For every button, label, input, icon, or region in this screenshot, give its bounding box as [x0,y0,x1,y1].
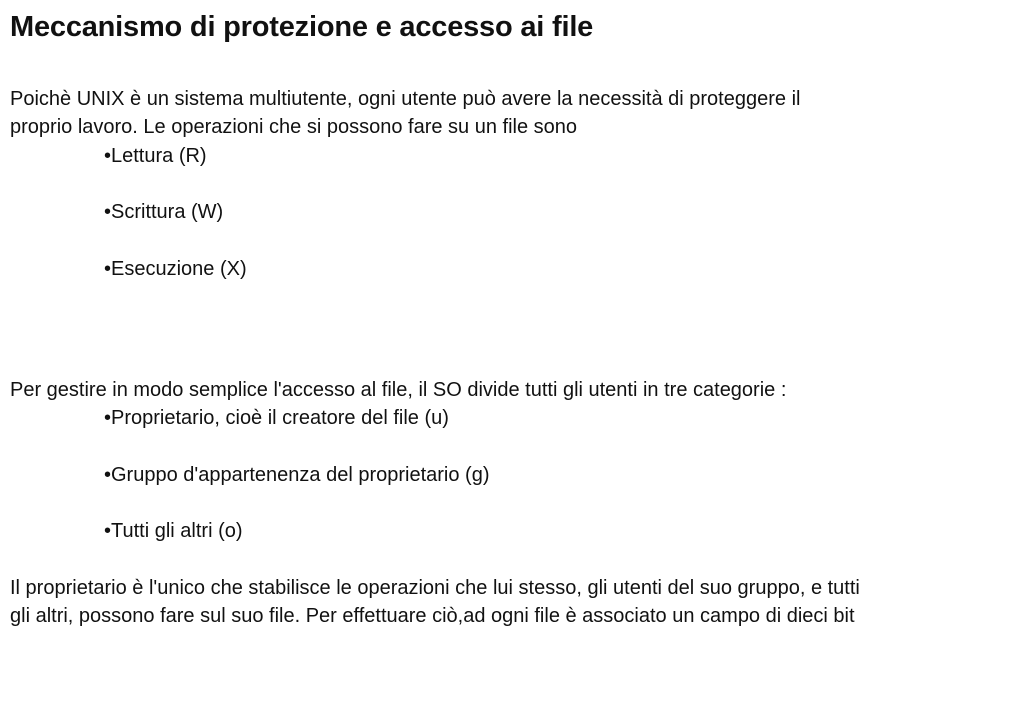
operation-execute: •Esecuzione (X) [104,258,247,280]
intro-line-2: proprio lavoro. Le operazioni che si possono fare su un file sono [10,116,578,138]
category-group: •Gruppo d'appartenenza del proprietario (g) [104,464,490,486]
operation-read: •Lettura (R) [104,145,207,167]
closing-line-2: gli altri, possono fare sul suo file. Per effettuare ciò,ad ogni file è associato un campo di dieci bit [10,605,855,627]
closing-line-1: Il proprietario è l'unico che stabilisce le operazioni che lui stesso, gli utenti del suo gruppo, e tutti [10,577,860,599]
intro-line-1: Poichè UNIX è un sistema multiutente, ogni utente può avere la necessità di proteggere il [10,88,801,110]
operation-write: •Scrittura (W) [104,201,224,223]
category-owner: •Proprietario, cioè il creatore del file (u) [104,407,449,429]
categories-intro: Per gestire in modo semplice l'accesso al file, il SO divide tutti gli utenti in tre categorie : [10,379,787,401]
page-title: Meccanismo di protezione e accesso ai file [10,11,594,43]
category-others: •Tutti gli altri (o) [104,520,243,542]
